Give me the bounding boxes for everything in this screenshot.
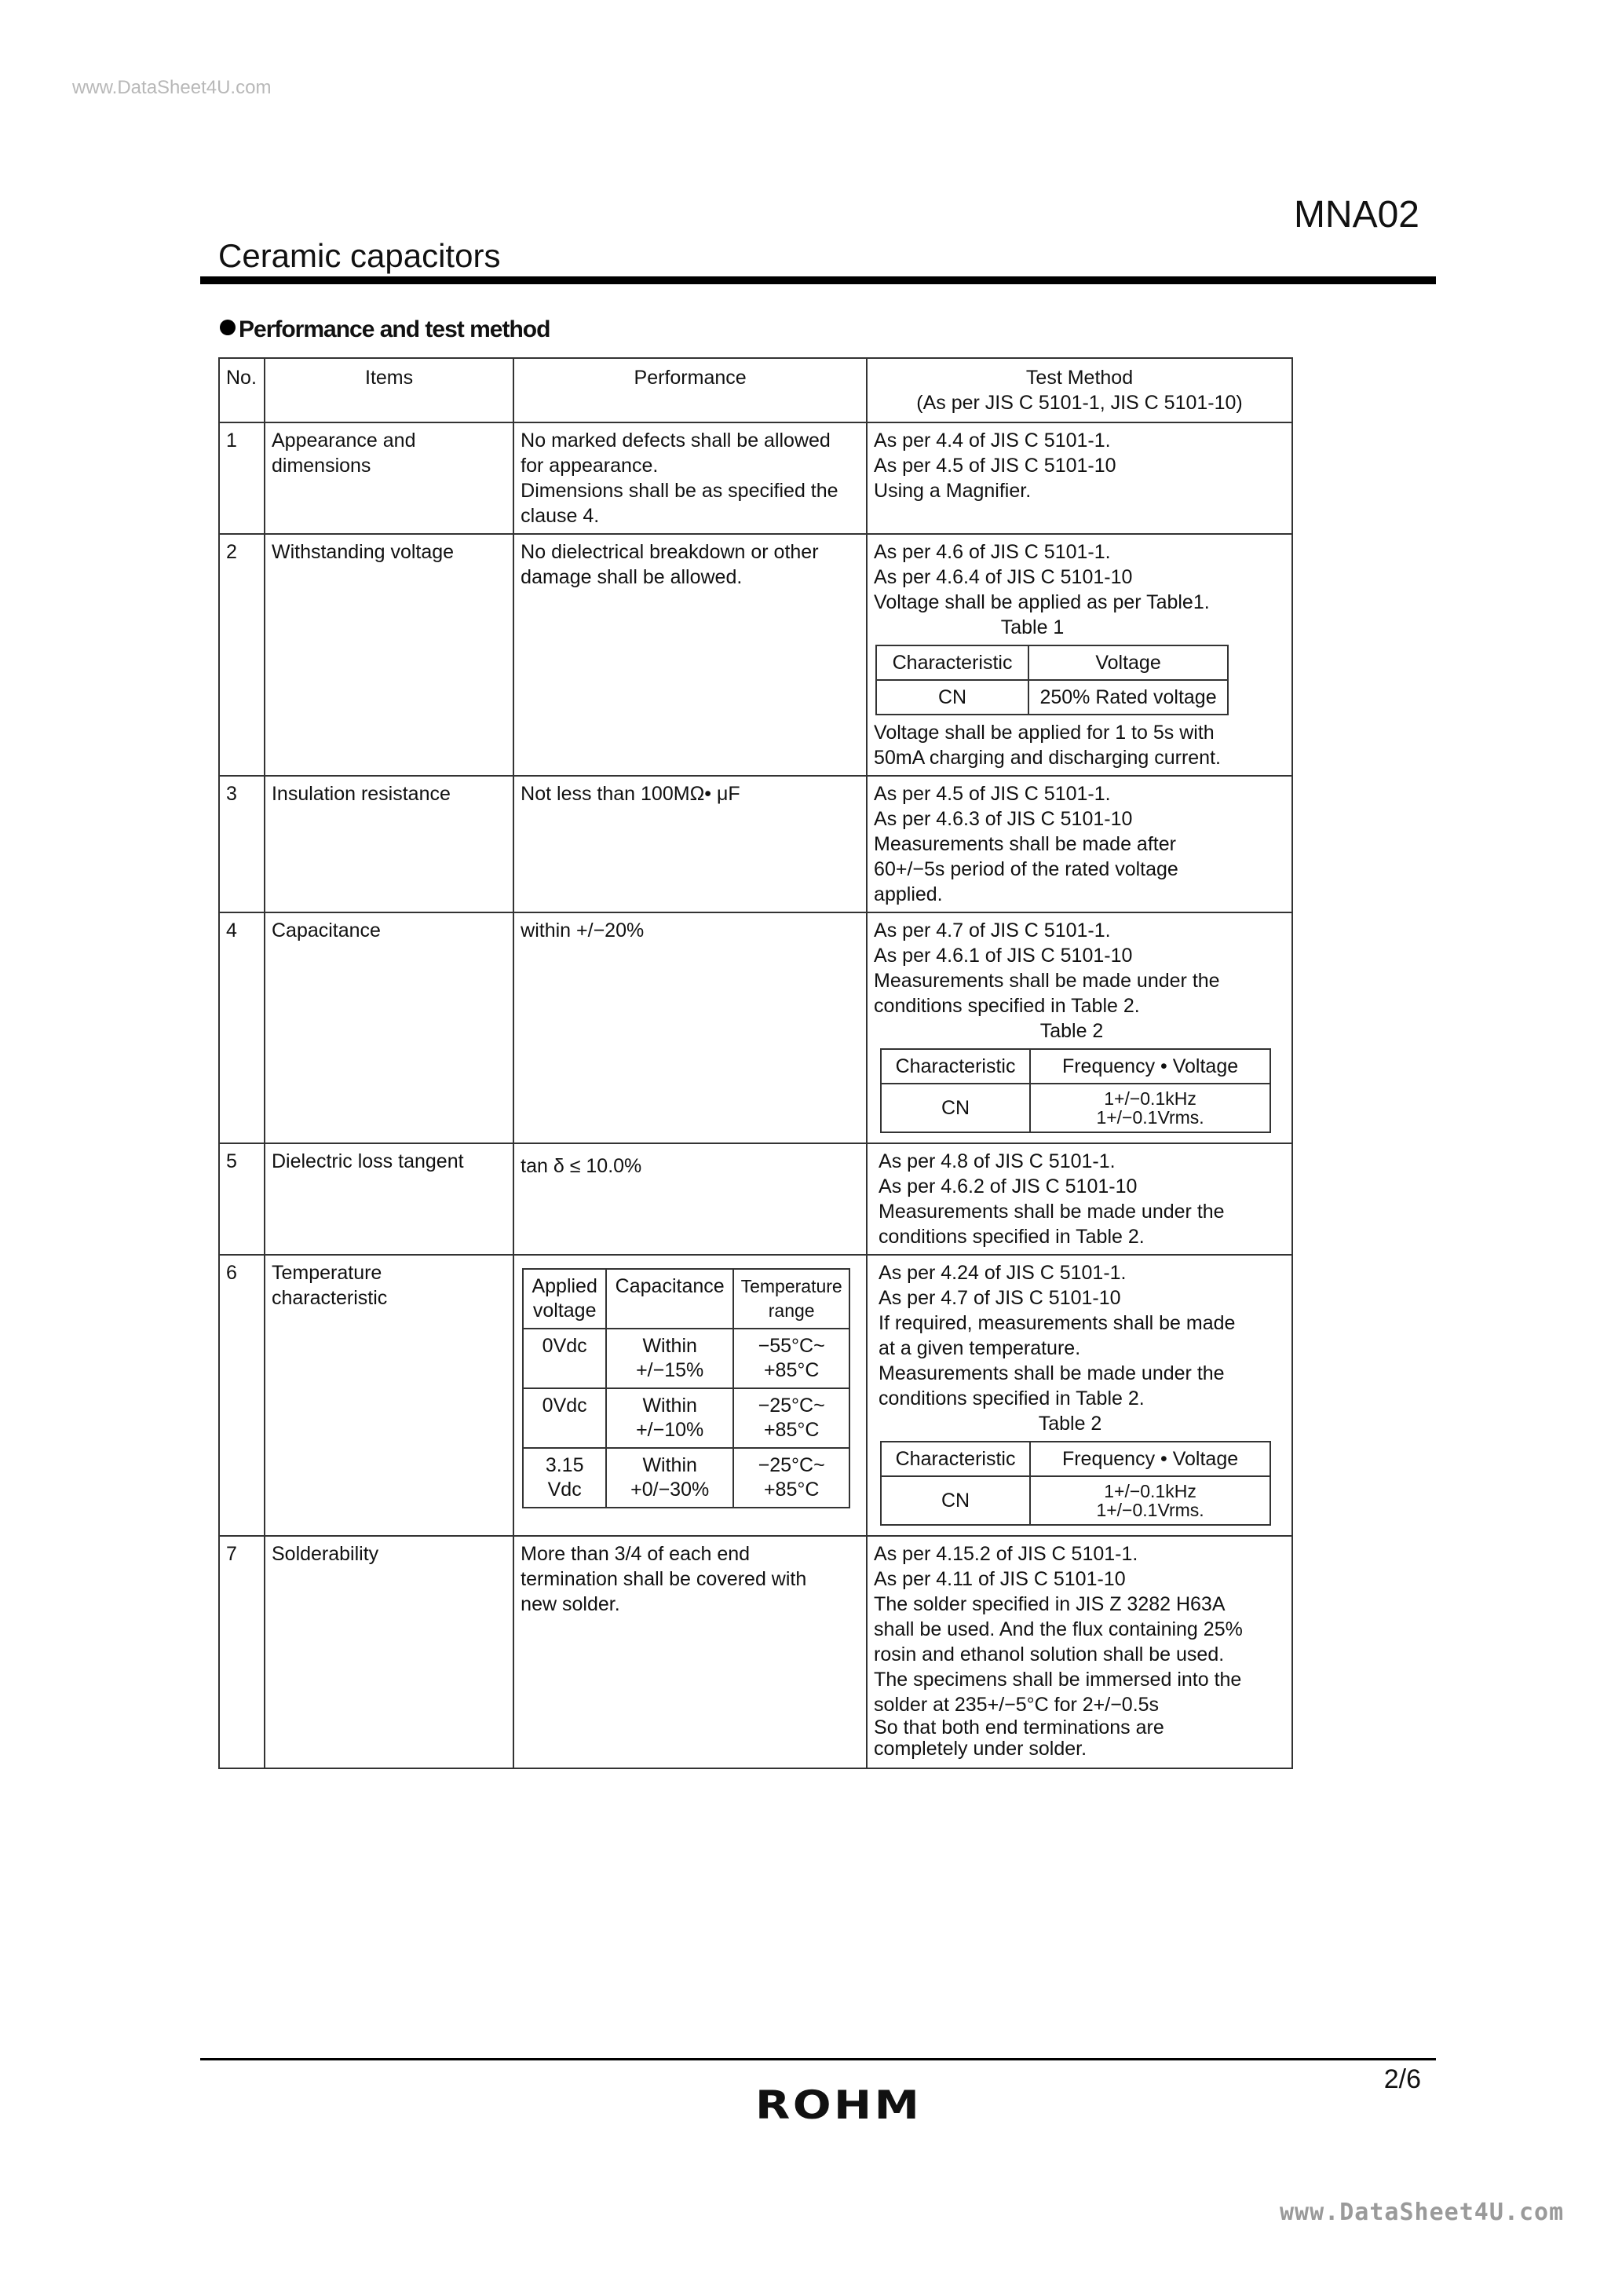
item-line: Insulation resistance xyxy=(271,783,451,805)
performance-line: Not less than 100MΩ• μF xyxy=(521,783,740,805)
performance-line: within +/−20% xyxy=(521,919,645,941)
header-performance: Performance xyxy=(513,358,867,422)
row-performance xyxy=(513,422,867,534)
item-line: dimensions xyxy=(271,455,371,477)
performance-line: damage shall be allowed. xyxy=(521,566,743,588)
temp-row xyxy=(523,1448,849,1508)
method-line: solder at 235+/−5°C for 2+/−0.5s xyxy=(874,1694,1160,1716)
table-row xyxy=(219,422,1292,534)
temp-cell-line: 0Vdc xyxy=(542,1395,587,1417)
subtable-cell: CN xyxy=(876,680,1028,715)
performance-line: clause 4. xyxy=(521,505,600,527)
temp-cell-line: Within xyxy=(642,1454,697,1476)
row-item xyxy=(265,1143,513,1255)
temp-cell-line: +/−15% xyxy=(636,1359,704,1381)
temp-cell-line: −25°C~ xyxy=(758,1395,825,1417)
item-line: characteristic xyxy=(271,1287,388,1309)
row-number: 6 xyxy=(219,1255,265,1536)
row-method xyxy=(867,534,1292,776)
subtable-header: Frequency • Voltage xyxy=(1030,1442,1270,1476)
table-caption: Table 2 xyxy=(1038,1413,1102,1435)
method-line: As per 4.6.2 of JIS C 5101-10 xyxy=(879,1175,1138,1197)
performance-line: tan δ ≤ 10.0% xyxy=(521,1155,642,1177)
item-line: Dielectric loss tangent xyxy=(271,1150,464,1172)
row-number: 4 xyxy=(219,912,265,1143)
watermark-top: www.DataSheet4U.com xyxy=(72,77,272,98)
table-row xyxy=(219,1255,1292,1536)
temp-cell xyxy=(606,1329,733,1388)
subtable-cell-line: 1+/−0.1Vrms. xyxy=(1096,1500,1204,1520)
item-line: Appearance and xyxy=(271,430,416,452)
item-line: Solderability xyxy=(271,1543,379,1565)
method-line: As per 4.8 of JIS C 5101-1. xyxy=(879,1150,1116,1172)
row-method xyxy=(867,1255,1292,1536)
method-line: applied. xyxy=(874,883,943,905)
performance-line: No dielectrical breakdown or other xyxy=(521,541,819,563)
performance-line: Dimensions shall be as specified the xyxy=(521,480,838,502)
temp-cell-line: −25°C~ xyxy=(758,1454,825,1476)
subtable-cell: 250% Rated voltage xyxy=(1028,680,1228,715)
row-method xyxy=(867,422,1292,534)
row-method xyxy=(867,1536,1292,1768)
temp-cell-line: +85°C xyxy=(763,1479,820,1501)
row-performance xyxy=(513,1255,867,1536)
method-line: As per 4.7 of JIS C 5101-10 xyxy=(879,1287,1121,1309)
method-line: As per 4.7 of JIS C 5101-1. xyxy=(874,919,1111,941)
method-line: So that both end terminations are xyxy=(874,1717,1164,1738)
method-line: As per 4.15.2 of JIS C 5101-1. xyxy=(874,1543,1138,1565)
method-line: shall be used. And the flux containing 25% xyxy=(874,1618,1243,1640)
temp-header-line: Capacitance xyxy=(615,1275,725,1297)
temp-cell-line: −55°C~ xyxy=(758,1335,825,1357)
bullet-icon xyxy=(220,320,236,335)
temp-header-line: voltage xyxy=(532,1300,597,1322)
row-item xyxy=(265,534,513,776)
method-line: As per 4.5 of JIS C 5101-10 xyxy=(874,455,1116,477)
table-row xyxy=(219,534,1292,776)
temp-cell xyxy=(733,1388,849,1448)
header-items: Items xyxy=(265,358,513,422)
subtable-header: Frequency • Voltage xyxy=(1030,1049,1270,1084)
table-caption: Table 1 xyxy=(1000,616,1065,638)
method-line: 60+/−5s period of the rated voltage xyxy=(874,858,1178,880)
item-line: Withstanding voltage xyxy=(271,541,455,563)
temp-header-applied-voltage xyxy=(523,1269,606,1329)
method-line: As per 4.6.4 of JIS C 5101-10 xyxy=(874,566,1133,588)
header-no: No. xyxy=(219,358,265,422)
temp-header-capacitance xyxy=(606,1269,733,1329)
subtable-cell: CN xyxy=(881,1084,1030,1132)
temp-header-line: range xyxy=(768,1300,815,1321)
frequency-subtable xyxy=(880,1048,1271,1133)
subtable-cell xyxy=(1030,1476,1270,1525)
row-item xyxy=(265,912,513,1143)
temp-cell-line: 3.15 xyxy=(545,1454,584,1476)
row-performance xyxy=(513,912,867,1143)
method-line: Measurements shall be made under the xyxy=(879,1362,1225,1384)
row-performance xyxy=(513,1143,867,1255)
subtable-cell-line: 1+/−0.1kHz xyxy=(1104,1088,1196,1109)
subtable-cell xyxy=(1030,1084,1270,1132)
row-performance xyxy=(513,776,867,912)
row-number: 1 xyxy=(219,422,265,534)
method-line: rosin and ethanol solution shall be used. xyxy=(874,1643,1225,1665)
header-test-method-line: Test Method xyxy=(1025,367,1134,389)
row-item xyxy=(265,1536,513,1768)
method-line: As per 4.6 of JIS C 5101-1. xyxy=(874,541,1111,563)
frequency-subtable xyxy=(880,1441,1271,1526)
subtable-header: Voltage xyxy=(1028,645,1228,680)
subtable-cell: CN xyxy=(881,1476,1030,1525)
table-row xyxy=(219,912,1292,1143)
method-line: Voltage shall be applied as per Table1. xyxy=(874,591,1210,613)
header-test-method xyxy=(867,358,1292,422)
temperature-subtable xyxy=(522,1268,850,1508)
method-line: As per 4.5 of JIS C 5101-1. xyxy=(874,783,1111,805)
temp-cell-line: +0/−30% xyxy=(630,1479,710,1501)
document-id: MNA02 xyxy=(1293,194,1419,236)
document-title: Ceramic capacitors xyxy=(218,237,501,274)
method-line: Measurements shall be made after xyxy=(874,833,1176,855)
voltage-subtable xyxy=(875,645,1229,715)
performance-line: new solder. xyxy=(521,1593,620,1615)
temp-cell xyxy=(523,1329,606,1388)
row-method xyxy=(867,776,1292,912)
item-line: Temperature xyxy=(271,1262,382,1284)
table-row xyxy=(219,1536,1292,1768)
row-number: 5 xyxy=(219,1143,265,1255)
temp-header-range xyxy=(733,1269,849,1329)
temp-header-line: Temperature xyxy=(740,1276,842,1296)
temp-header-line: Applied xyxy=(532,1275,597,1297)
method-line: completely under solder. xyxy=(874,1738,1087,1760)
temp-cell xyxy=(523,1388,606,1448)
method-line: Measurements shall be made under the xyxy=(879,1201,1225,1223)
row-method xyxy=(867,912,1292,1143)
item-line: Capacitance xyxy=(271,919,381,941)
temp-cell-line: Vdc xyxy=(547,1479,582,1501)
method-line: As per 4.24 of JIS C 5101-1. xyxy=(879,1262,1127,1284)
temp-cell-line: Within xyxy=(642,1335,697,1357)
method-line: As per 4.11 of JIS C 5101-10 xyxy=(874,1568,1126,1590)
performance-line: for appearance. xyxy=(521,455,659,477)
row-method xyxy=(867,1143,1292,1255)
header-rule xyxy=(200,276,1436,284)
temp-cell-line: +85°C xyxy=(763,1419,820,1441)
temp-cell xyxy=(606,1388,733,1448)
row-performance xyxy=(513,1536,867,1768)
table-caption: Table 2 xyxy=(1039,1020,1104,1042)
method-line: conditions specified in Table 2. xyxy=(879,1387,1145,1409)
method-line: Using a Magnifier. xyxy=(874,480,1032,502)
method-line: The solder specified in JIS Z 3282 H63A xyxy=(874,1593,1226,1615)
temp-cell xyxy=(733,1448,849,1508)
row-item xyxy=(265,422,513,534)
page-number: 2/6 xyxy=(1383,2064,1421,2094)
performance-table xyxy=(218,357,1293,1769)
temp-cell-line: +/−10% xyxy=(636,1419,704,1441)
row-number: 3 xyxy=(219,776,265,912)
subtable-header: Characteristic xyxy=(876,645,1028,680)
row-number: 2 xyxy=(219,534,265,776)
performance-line: More than 3/4 of each end xyxy=(521,1543,751,1565)
footer-rule xyxy=(200,2058,1436,2060)
temp-cell xyxy=(733,1329,849,1388)
subtable-header: Characteristic xyxy=(881,1049,1030,1084)
performance-line: termination shall be covered with xyxy=(521,1568,807,1590)
temp-cell-line: +85°C xyxy=(763,1359,820,1381)
watermark-bottom: www.DataSheet4U.com xyxy=(1280,2199,1565,2226)
method-line: at a given temperature. xyxy=(879,1337,1081,1359)
temp-cell xyxy=(523,1448,606,1508)
subtable-header: Characteristic xyxy=(881,1442,1030,1476)
method-line: The specimens shall be immersed into the xyxy=(874,1669,1242,1691)
method-line: Measurements shall be made under the xyxy=(874,970,1220,992)
temp-cell xyxy=(606,1448,733,1508)
subtable-cell-line: 1+/−0.1kHz xyxy=(1104,1481,1196,1501)
row-performance xyxy=(513,534,867,776)
row-item xyxy=(265,1255,513,1536)
temp-row xyxy=(523,1329,849,1388)
temp-cell-line: 0Vdc xyxy=(542,1335,587,1357)
rohm-logo: ROHM xyxy=(755,2082,922,2128)
method-line: If required, measurements shall be made xyxy=(879,1312,1236,1334)
temp-cell-line: Within xyxy=(642,1395,697,1417)
section-heading xyxy=(220,316,550,343)
method-line: Voltage shall be applied for 1 to 5s with xyxy=(874,722,1215,744)
method-line: conditions specified in Table 2. xyxy=(879,1226,1145,1248)
table-row xyxy=(219,1143,1292,1255)
subtable-cell-line: 1+/−0.1Vrms. xyxy=(1096,1107,1204,1128)
section-title: Performance and test method xyxy=(239,316,550,342)
method-line: As per 4.4 of JIS C 5101-1. xyxy=(874,430,1111,452)
temp-row xyxy=(523,1388,849,1448)
method-line: As per 4.6.1 of JIS C 5101-10 xyxy=(874,945,1133,967)
table-header-row xyxy=(219,358,1292,422)
method-line: As per 4.6.3 of JIS C 5101-10 xyxy=(874,808,1133,830)
method-line: 50mA charging and discharging current. xyxy=(874,747,1221,769)
row-item xyxy=(265,776,513,912)
row-number: 7 xyxy=(219,1536,265,1768)
performance-line: No marked defects shall be allowed xyxy=(521,430,831,452)
header-test-method-line: (As per JIS C 5101-1, JIS C 5101-10) xyxy=(916,392,1243,414)
table-row xyxy=(219,776,1292,912)
method-line: conditions specified in Table 2. xyxy=(874,995,1140,1017)
